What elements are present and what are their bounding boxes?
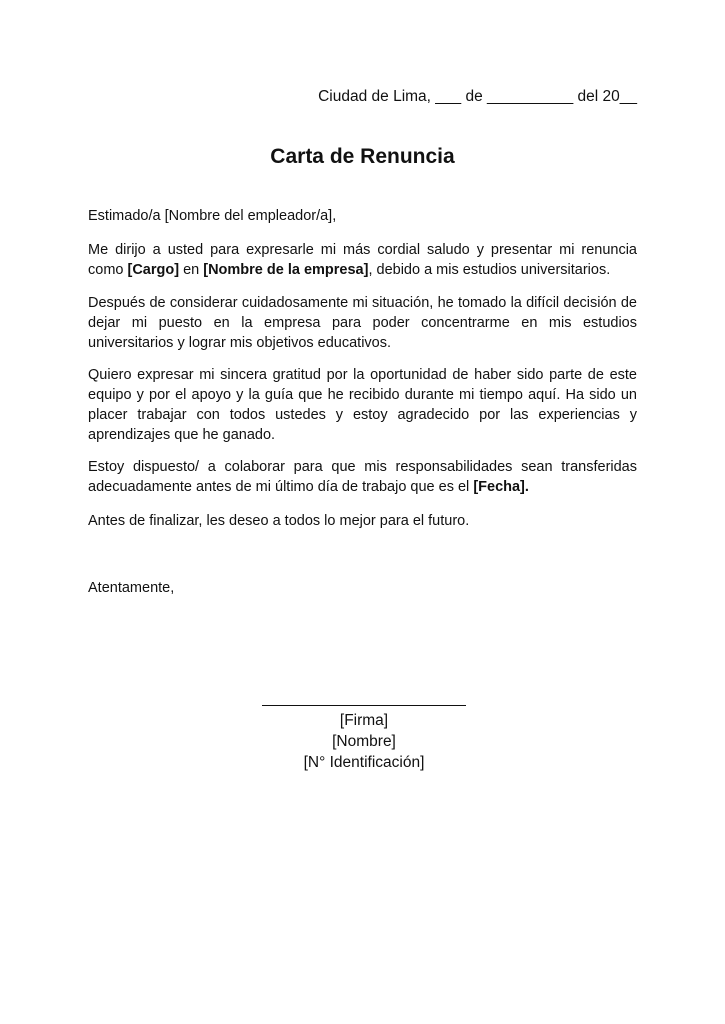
signature-firma: [Firma] bbox=[339, 712, 389, 729]
company-placeholder: [Nombre de la empresa] bbox=[203, 262, 369, 278]
paragraph-intro-text-3: , debido a mis estudios universitarios. bbox=[368, 262, 611, 278]
signature-nombre: [Nombre] bbox=[332, 733, 396, 750]
signature-identificacion: [N° Identificación] bbox=[303, 754, 425, 771]
paragraph-intro-text-1: Me dirijo a usted para expresarle mi más cordial saludo y presentar mi renuncia como bbox=[88, 242, 637, 278]
signature-block bbox=[262, 705, 466, 773]
paragraph-intro-text-2: en bbox=[179, 262, 204, 278]
signature-line bbox=[262, 705, 466, 706]
paragraph-intro bbox=[88, 240, 637, 280]
paragraph-decision: Después de considerar cuidadosamente mi situación, he tomado la difícil decisión de dejar mi puesto en la empresa para poder concentrarme en mis estudios universitarios y lograr mis objetivos educativos. bbox=[88, 295, 637, 351]
closing: Atentamente, bbox=[88, 580, 175, 596]
paragraph-transition-text: Estoy dispuesto/ a colaborar para que mis responsabilidades sean transferidas adecuadamente antes de mi último día de trabajo que es el bbox=[88, 459, 637, 495]
greeting: Estimado/a [Nombre del empleador/a], bbox=[88, 208, 337, 224]
paragraph-transition bbox=[88, 457, 637, 497]
letter-title: Carta de Renuncia bbox=[270, 145, 455, 168]
date-line: Ciudad de Lima, ___ de __________ del 20__ bbox=[318, 88, 637, 105]
date-placeholder: [Fecha]. bbox=[473, 479, 529, 495]
cargo-placeholder: [Cargo] bbox=[127, 262, 180, 278]
paragraph-gratitude: Quiero expresar mi sincera gratitud por la oportunidad de haber sido parte de este equipo y por el apoyo y la guía que he recibido durante mi tiempo aquí. Ha sido un placer trabajar con todos ustedes y estoy agradecido por las experiencias y aprendizajes que he ganado. bbox=[88, 367, 637, 443]
paragraph-farewell: Antes de finalizar, les deseo a todos lo mejor para el futuro. bbox=[88, 513, 470, 529]
